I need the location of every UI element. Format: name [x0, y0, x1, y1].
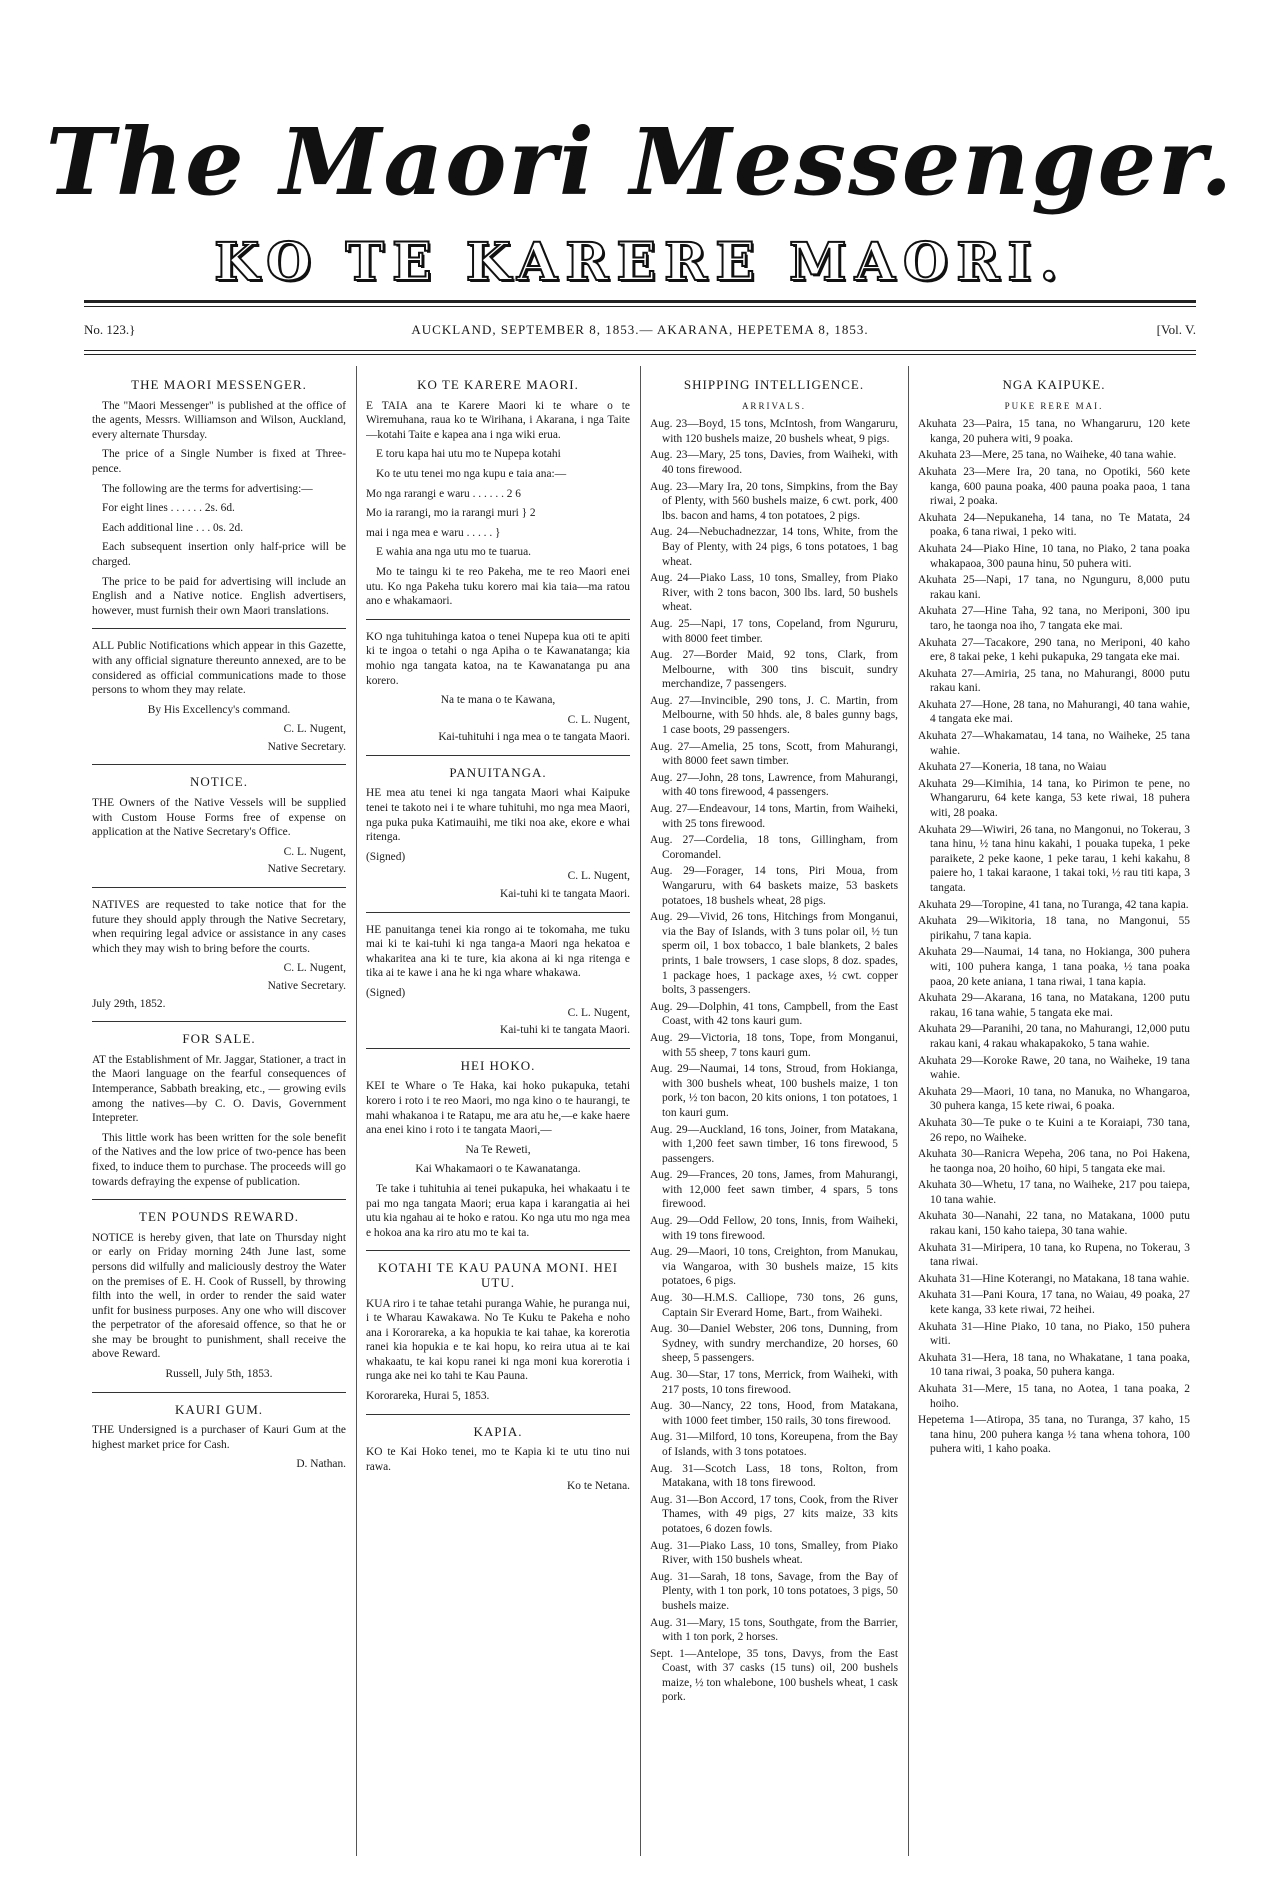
paragraph: HE mea atu tenei ki nga tangata Maori whai Kaipuke tenei te takoto nei i te whare tuhituhi, mo nga mea Maori, nga puka puka Katimauihi, me tiki noa ake, ekore e whai ritenga.: [366, 787, 630, 844]
signature-title: Kai Whakamaori o te Kawanatanga.: [415, 1163, 581, 1176]
signature: C. L. Nugent,: [283, 723, 346, 736]
list-item: Aug. 29—Vivid, 26 tons, Hitchings from Monganui, via the Bay of Islands, with 3 tuns polar oil, ½ tun sperm oil, 1 box tobacco, 1 bale blankets, 2 bales prints, 1 bale trowsers, 1 case slops, 8 doz. spades, 1 package hoes, 1 package axes, ½ cwt. copper bolts, 3 passengers.: [650, 911, 898, 997]
list-item: Aug. 29—Dolphin, 41 tons, Campbell, from the East Coast, with 42 tons kauri gum.: [650, 1000, 898, 1028]
place-date: AUCKLAND, SEPTEMBER 8, 1853.— AKARANA, HEPETEMA 8, 1853.: [411, 322, 869, 337]
section-heading: PANUITANGA.: [449, 764, 547, 780]
list-item: Aug. 27—Endeavour, 14 tons, Martin, from Waiheki, with 25 tons firewood.: [650, 803, 898, 830]
list-item: Aug. 27—Invincible, 290 tons, J. C. Martin, from Melbourne, with 50 hhds. ale, 8 bales gunny bags, 1 case boots, 29 passengers.: [650, 694, 898, 737]
signed-label: (Signed): [366, 850, 406, 863]
list-item: Aug. 29—Naumai, 14 tons, Stroud, from Hokianga, with 300 bushels wheat, 100 bushels maize, 1 ton pork, ½ ton bacon, 20 kits onions, 1 ton potatoes, 1 ton kauri gum.: [650, 1063, 898, 1119]
list-item: Aug. 27—John, 28 tons, Lawrence, from Mahurangi, with 40 tons firewood, 4 passengers.: [650, 771, 898, 799]
signature: D. Nathan.: [296, 1458, 346, 1471]
paragraph: NATIVES are requested to take notice that for the future they should apply through the Native Secretary, when requiring legal advice or assistance in any cases which they may wish to bring before the courts.: [92, 899, 346, 955]
list-item: Akuhata 30—Te puke o te Kuini a te Koraiapi, 730 tana, 26 repo, no Waiheke.: [918, 1116, 1190, 1144]
paragraph: AT the Establishment of Mr. Jaggar, Stationer, a tract in the Maori language on the fearful consequences of Intemperance, Sabbath breaking, etc., — growing evils among the natives—by C. O. Davis, Government Intepreter.: [92, 1053, 346, 1125]
list-item: Aug. 25—Napi, 17 tons, Copeland, from Ngururu, with 8000 feet timber.: [650, 617, 898, 645]
date-line: Kororareka, Hurai 5, 1853.: [366, 1390, 490, 1403]
list-item: Akuhata 27—Amiria, 25 tana, no Mahurangi, 8000 putu rakau kani.: [918, 667, 1190, 695]
paragraph: THE Undersigned is a purchaser of Kauri Gum at the highest market price for Cash.: [92, 1424, 346, 1451]
masthead-rule-thin: [84, 306, 1196, 307]
list-item: Aug. 24—Piako Lass, 10 tons, Smalley, from Piako River, with 2 tons bacon, 300 lbs. lard, 50 bushels wheat.: [650, 572, 898, 614]
paragraph: KO te Kai Hoko tenei, mo te Kapia ki te utu tino nui rawa.: [366, 1446, 630, 1473]
dateline: [84, 322, 1196, 344]
column-shipping-intelligence: [650, 372, 898, 1852]
list-item: Aug. 31—Scotch Lass, 18 tons, Rolton, from Matakana, with 18 tons firewood.: [650, 1462, 898, 1490]
puke-rere-mai-list: [918, 417, 1190, 1457]
paragraph: HE panuitanga tenei kia rongo ai te tokomaha, me tuku mai ki te kai-tuhi ki nga tanga-a Maori nga hekatoa e whakaritea ana ki te ture, kia akona ai ki nga ritenga e tika ai te kawe i ana he ki nga whare whakawa.: [366, 923, 630, 980]
list-item: Akuhata 29—Naumai, 14 tana, no Hokianga, 300 puhera witi, 100 puhera kanga, 1 tana poaka, ½ tana poaka paoa, 20 kete aniana, 1 tana riwai, 1 tana kapia.: [918, 946, 1190, 988]
volume-number: [Vol. V.: [1156, 322, 1196, 337]
paragraph: Mo te taingu ki te reo Pakeha, me te reo Maori enei utu. Ko nga Pakeha tuku korero mai kia taia—ma ratou ano e whakamaori.: [366, 565, 630, 608]
section-heading: SHIPPING INTELLIGENCE.: [683, 377, 865, 392]
list-item: Aug. 29—Forager, 14 tons, Piri Moua, from Wangaruru, with 64 baskets maize, 53 baskets potatoes, 18 bushels wheat, 28 pigs.: [650, 865, 898, 907]
list-item: Akuhata 25—Napi, 17 tana, no Ngunguru, 8,000 putu rakau kani.: [918, 574, 1190, 601]
list-item: Akuhata 31—Miripera, 10 tana, ko Rupena, no Tokerau, 3 tana riwai.: [918, 1241, 1190, 1269]
section-subheading: PUKE RERE MAI.: [1004, 400, 1104, 411]
paragraph: KO nga tuhituhinga katoa o tenei Nupepa kua oti te apiti ki te ingoa o tetahi o nga Apiha o te Kawanatanga; kia mohio nga tangata katoa, na te Kawanatanga pu ana korero.: [366, 630, 630, 687]
list-item: Aug. 23—Mary, 25 tons, Davies, from Waiheki, with 40 tons firewood.: [650, 449, 898, 476]
masthead-rule-thick: [84, 300, 1196, 303]
section-heading: NGA KAIPUKE.: [1002, 377, 1106, 392]
paragraph: ALL Public Notifications which appear in this Gazette, with any official signature thereunto annexed, are to be considered as official communications made to those persons to whom they may relate.: [92, 640, 346, 697]
signature: C. L. Nugent,: [567, 1006, 630, 1019]
signature: C. L. Nugent,: [567, 870, 630, 883]
section-heading: THE MAORI MESSENGER.: [131, 377, 307, 392]
paragraph: The price to be paid for advertising will include an English and a Native notice. English advertisers, however, must furnish their own Maori translations.: [92, 575, 346, 617]
section-heading: TEN POUNDS REWARD.: [139, 1209, 299, 1225]
paragraph: For eight lines . . . . . . 2s. 6d.: [102, 502, 235, 515]
section-heading: FOR SALE.: [182, 1031, 256, 1047]
column-divider-2: [640, 366, 641, 1856]
list-item: Aug. 30—Nancy, 22 tons, Hood, from Matakana, with 1000 feet timber, 150 rails, 30 tons firewood.: [650, 1400, 898, 1427]
signature: C. L. Nugent,: [283, 962, 346, 975]
list-item: Akuhata 29—Wikitoria, 18 tana, no Mangonui, 55 pirikahu, 7 tana kapia.: [918, 915, 1190, 942]
paragraph: E TAIA ana te Karere Maori ki te whare o te Wiremuhana, raua ko te Wirihana, i Akarana, i nga Taite—kotahi Taite e kapea ana i nga wiki erua.: [366, 399, 630, 441]
section-heading: NOTICE.: [190, 774, 248, 790]
list-item: Aug. 31—Piako Lass, 10 tons, Smalley, from Piako River, with 150 bushels wheat.: [650, 1539, 898, 1567]
signature-title: Kai-tuhi ki te tangata Maori.: [499, 1024, 630, 1037]
paragraph: The "Maori Messenger" is published at the office of the agents, Messrs. Williamson and Wilson, Auckland, every alternate Thursday.: [92, 399, 346, 441]
list-item: Aug. 31—Sarah, 18 tons, Savage, from the Bay of Plenty, with 1 ton pork, 10 tons potatoes, 3 pigs, 50 bushels maize.: [650, 1570, 898, 1612]
list-item: Akuhata 27—Koneria, 18 tana, no Waiau: [918, 761, 1107, 774]
list-item: Akuhata 24—Nepukaneha, 14 tana, no Te Matata, 24 poaka, 6 tana riwai, 1 peko witi.: [918, 511, 1190, 539]
paragraph: The following are the terms for advertising:—: [102, 482, 313, 495]
list-item: Aug. 27—Amelia, 25 tons, Scott, from Mahurangi, with 8000 feet sawn timber.: [650, 740, 898, 768]
list-item: Akuhata 27—Hone, 28 tana, no Mahurangi, 40 tana wahie, 4 tangata eke mai.: [918, 698, 1190, 726]
list-item: Hepetema 1—Atiropa, 35 tana, no Turanga, 37 kaho, 15 tana hinu, 200 puhera kanga ½ tana whena tohora, 100 puhera witi, 1 kaho poaka.: [918, 1414, 1190, 1456]
paragraph: Ko te utu tenei mo nga kupu e taia ana:—: [376, 467, 567, 480]
signature-title: Native Secretary.: [267, 980, 346, 992]
list-item: Akuhata 29—Koroke Rawe, 20 tana, no Waiheke, 19 tana wahie.: [918, 1054, 1190, 1082]
paragraph: By His Excellency's command.: [147, 703, 291, 716]
list-item: Akuhata 29—Kimihia, 14 tana, ko Pirimon te pene, no Whangaruru, 64 kete kanga, 53 kete riwai, 18 puhera witi, 28 poaka.: [918, 777, 1190, 820]
section-heading: HEI HOKO.: [460, 1057, 536, 1073]
paragraph: E toru kapa hai utu mo te Nupepa kotahi: [376, 448, 561, 461]
list-item: Aug. 24—Nebuchadnezzar, 14 tons, White, from the Bay of Plenty, with 24 pigs, 6 tons potatoes, 1 bag wheat.: [650, 526, 898, 568]
list-item: Akuhata 31—Mere, 15 tana, no Aotea, 1 tana poaka, 2 hoiho.: [918, 1383, 1190, 1410]
paragraph: mai i nga mea e waru . . . . . }: [366, 526, 501, 539]
paragraph: Na te mana o te Kawana,: [440, 694, 556, 707]
section-heading: KAPIA.: [473, 1423, 523, 1439]
list-item: Akuhata 29—Toropine, 41 tana, no Turanga, 42 tana kapia.: [918, 898, 1189, 911]
column-divider-3: [908, 366, 909, 1856]
signature-title: Kai-tuhituhi i nga mea o te tangata Maori.: [438, 731, 630, 744]
list-item: Aug. 30—Star, 17 tons, Merrick, from Waiheki, with 217 posts, 10 tons firewood.: [650, 1369, 898, 1396]
list-item: Aug. 27—Border Maid, 92 tons, Clark, from Melbourne, with 300 tins biscuit, sundry merchandize, 7 passengers.: [650, 649, 898, 691]
section-heading: KAURI GUM.: [175, 1401, 263, 1417]
paragraph: Mo ia rarangi, mo ia rarangi muri } 2: [366, 507, 536, 520]
list-item: Akuhata 30—Whetu, 17 tana, no Waiheke, 217 pou taiepa, 10 tana wahie.: [918, 1179, 1190, 1206]
list-item: Aug. 27—Cordelia, 18 tons, Gillingham, from Coromandel.: [650, 834, 898, 861]
list-item: Akuhata 27—Whakamatau, 14 tana, no Waiheke, 25 tana wahie.: [918, 730, 1190, 757]
list-item: Akuhata 29—Wiwiri, 26 tana, no Mangonui, no Tokerau, 3 tana hinu, ½ tana hinu kakahi, 1 pouaka tupeka, 1 peke paraikete, 2 peke kaone, 1 peke tarau, 1 kehi kakahu, 8 paiere ho, 1 takai karaone, 1 takai toki, ½ rau titi kapa, 3 tangata.: [918, 823, 1190, 894]
list-item: Akuhata 29—Maori, 10 tana, no Manuka, no Whangaroa, 30 puhera kanga, 15 kete riwai, 6 poaka.: [918, 1085, 1190, 1113]
list-item: Aug. 31—Mary, 15 tons, Southgate, from the Barrier, with 1 ton pork, 2 horses.: [650, 1616, 898, 1644]
newspaper-title: The Maori Messenger.: [45, 108, 1235, 216]
column-maori-notices: [366, 372, 630, 1852]
dateline-rule: [84, 350, 1196, 351]
divider: [366, 619, 630, 620]
list-item: Sept. 1—Antelope, 35 tons, Davys, from the East Coast, with 37 casks (15 tuns) oil, 200 bushels maize, ½ ton whalebone, 100 bushels wheat, 1 cask pork.: [650, 1647, 898, 1704]
section-heading: KO TE KARERE MAORI.: [417, 377, 579, 392]
list-item: Akuhata 31—Hine Piako, 10 tana, no Piako, 150 puhera witi.: [918, 1320, 1190, 1348]
paragraph: Each subsequent insertion only half-price will be charged.: [92, 541, 346, 568]
divider: [92, 1392, 346, 1393]
divider: [92, 1021, 346, 1022]
signature-title: Native Secretary.: [267, 740, 346, 753]
arrivals-list: [650, 417, 898, 1705]
newspaper-subtitle: KO TE KARERE MAORI.: [214, 232, 1066, 293]
paragraph: Te take i tuhituhia ai tenei pukapuka, hei whakaatu i te pai mo nga tangata Maori; erua kapa i karangatia ai hei utu kia ngahau ai te hoko e ratou. Ko nga utu mo nga mea e hokoa ana ka riro atu mo te kai ta.: [366, 1182, 630, 1239]
list-item: Aug. 29—Frances, 20 tons, James, from Mahurangi, with 12,000 feet sawn timber, 4 spars, 5 tons firewood.: [650, 1169, 898, 1211]
divider: [92, 764, 346, 765]
signature: Na Te Reweti,: [465, 1143, 531, 1156]
list-item: Akuhata 23—Paira, 15 tana, no Whangaruru, 120 kete kanga, 20 puhera witi, 9 poaka.: [918, 418, 1190, 445]
section-subheading: ARRIVALS.: [741, 400, 807, 411]
divider: [366, 755, 630, 756]
paragraph: THE Owners of the Native Vessels will be supplied with Custom House Forms free of expense on application at the Native Secretary's Office.: [92, 797, 346, 839]
paragraph: The price of a Single Number is fixed at Three-pence.: [92, 448, 346, 475]
section-heading: KOTAHI TE KAU PAUNA MONI. HEI UTU.: [377, 1260, 619, 1290]
list-item: Aug. 31—Milford, 10 tons, Koreupena, from the Bay of Islands, with 3 tons potatoes.: [650, 1431, 898, 1458]
divider: [92, 628, 346, 629]
paragraph: NOTICE is hereby given, that late on Thursday night or early on Friday morning 24th June last, some persons did wilfully and maliciously destroy the Water on the premises of E. H. Cook of Russell, by throwing filth into the well, in order to render the said water unfit for business purposes. Any one who will discover the perpetrator of the aforesaid offence, so that he or she may be brought to punishment, shall receive the above Reward.: [92, 1231, 346, 1361]
divider: [366, 1414, 630, 1415]
paragraph: Each additional line . . . 0s. 2d.: [102, 521, 244, 534]
list-item: Akuhata 24—Piako Hine, 10 tana, no Piako, 2 tana poaka whakapaoa, 300 pauna hinu, 50 puhera witi.: [918, 542, 1190, 570]
signed-label: (Signed): [366, 987, 406, 999]
list-item: Akuhata 31—Hera, 18 tana, no Whakatane, 1 tana poaka, 10 tana riwai, 3 poaka, 50 puhera kanga.: [918, 1351, 1190, 1379]
signature-title: Native Secretary.: [267, 863, 346, 876]
divider: [366, 912, 630, 913]
signature: C. L. Nugent,: [283, 845, 346, 858]
list-item: Aug. 31—Bon Accord, 17 tons, Cook, from the River Thames, with 49 pigs, 27 kits maize, 33 kits potatoes, 6 dozen fowls.: [650, 1493, 898, 1535]
paragraph: KUA riro i te tahae tetahi puranga Wahie, he puranga nui, i te Wharau Kawakawa. No Te Kuku te Pakeha e noho ana i Kororareka, a ka hopukia te kai tahae, ka korerotia ranei kia hopukia e te kai hopu, ko reira utua ai te kai whakaatu, te kai kopu ranei ki nga moni kua korerotia i runga ake nei ko tahi te Kau Pauna.: [366, 1297, 630, 1383]
divider: [366, 1250, 630, 1251]
list-item: Akuhata 29—Akarana, 16 tana, no Matakana, 1200 putu rakau, 16 tana wahie, 5 tangata eke mai.: [918, 992, 1190, 1019]
list-item: Akuhata 27—Tacakore, 290 tana, no Meriponi, 40 kaho ere, 8 takai peke, 1 kehi pukapuka, 29 tangata eke mai.: [918, 636, 1190, 664]
list-item: Aug. 29—Odd Fellow, 20 tons, Innis, from Waiheki, with 19 tons firewood.: [650, 1215, 898, 1242]
list-item: Akuhata 23—Mere Ira, 20 tana, no Opotiki, 560 kete kanga, 600 pauna poaka, 400 pauna poaka paoa, 1 tana riwai, 2 poaka.: [918, 465, 1190, 508]
column-english-notices: [92, 372, 346, 1852]
list-item: Akuhata 31—Pani Koura, 17 tana, no Waiau, 49 poaka, 27 kete kanga, 33 kete riwai, 72 heihei.: [918, 1289, 1190, 1317]
issue-number: No. 123.}: [84, 322, 136, 337]
paragraph: Mo nga rarangi e waru . . . . . . 2 6: [366, 487, 521, 500]
dateline-rule-2: [84, 354, 1196, 355]
list-item: Akuhata 30—Nanahi, 22 tana, no Matakana, 1000 putu rakau kani, 150 kaho taiepa, 30 tana wahie.: [918, 1210, 1190, 1238]
list-item: Aug. 30—H.M.S. Calliope, 730 tons, 26 guns, Captain Sir Everard Home, Bart., from Waiheki.: [650, 1292, 898, 1319]
list-item: Aug. 29—Maori, 10 tons, Creighton, from Manukau, via Wangaroa, with 30 bushels maize, 15 kits potatoes, 6 pigs.: [650, 1246, 898, 1288]
column-divider-1: [356, 366, 357, 1856]
divider: [92, 1199, 346, 1200]
column-nga-kaipuke: [918, 372, 1190, 1852]
paragraph: This little work has been written for the sole benefit of the Natives and the low price of two-pence has been fixed, to induce them to purchase. The proceeds will go towards defraying the expense of publication.: [92, 1131, 346, 1188]
list-item: Akuhata 23—Mere, 25 tana, no Waiheke, 40 tana wahie.: [918, 449, 1177, 462]
paragraph: KEI te Whare o Te Haka, kai hoko pukapuka, tetahi korero i roto i te reo Maori, mo nga kino o te haurangi, te mahi whakanoa i te Ratapu, me ara atu he,—e kake haere ana enei kino i roto i te tangata Maori,—: [366, 1080, 630, 1137]
list-item: Aug. 23—Boyd, 15 tons, McIntosh, from Wangaruru, with 120 bushels maize, 20 bushels wheat, 9 pigs.: [650, 418, 898, 445]
list-item: Akuhata 29—Paranihi, 20 tana, no Mahurangi, 12,000 putu rakau kani, 4 rakau whakapakoko, 5 tana wahie.: [918, 1023, 1190, 1050]
divider: [366, 1048, 630, 1049]
list-item: Aug. 23—Mary Ira, 20 tons, Simpkins, from the Bay of Plenty, with 560 bushels maize, 6 cwt. pork, 400 lbs. bacon and hams, 4 ton potatoes, 2 pigs.: [650, 480, 898, 522]
paragraph: E wahia ana nga utu mo te tuarua.: [376, 546, 531, 559]
list-item: Aug. 29—Victoria, 18 tons, Tope, from Monganui, with 55 sheep, 7 tons kauri gum.: [650, 1031, 898, 1059]
divider: [92, 887, 346, 888]
masthead: [0, 0, 1280, 340]
date-line: Russell, July 5th, 1853.: [165, 1368, 273, 1381]
list-item: Akuhata 30—Ranicra Wepeha, 206 tana, no Poi Hakena, he taonga noa, 20 hoiho, 60 hipi, 5 tangata eke mai.: [918, 1148, 1190, 1175]
list-item: Akuhata 31—Hine Koterangi, no Matakana, 18 tana wahie.: [918, 1272, 1190, 1285]
list-item: Aug. 29—Auckland, 16 tons, Joiner, from Matakana, with 1,200 feet sawn timber, 16 tons firewood, 5 passengers.: [650, 1123, 898, 1165]
list-item: Akuhata 27—Hine Taha, 92 tana, no Meriponi, 300 ipu taro, he taonga noa iho, 7 tangata eke mai.: [918, 605, 1190, 632]
signature: Ko te Netana.: [567, 1480, 630, 1493]
signature-title: Kai-tuhi ki te tangata Maori.: [499, 888, 630, 901]
signature: C. L. Nugent,: [567, 713, 630, 726]
list-item: Aug. 30—Daniel Webster, 206 tons, Dunning, from Sydney, with sundry merchandize, 20 horses, 60 sheep, 5 passengers.: [650, 1323, 898, 1365]
date-line: July 29th, 1852.: [92, 997, 166, 1010]
